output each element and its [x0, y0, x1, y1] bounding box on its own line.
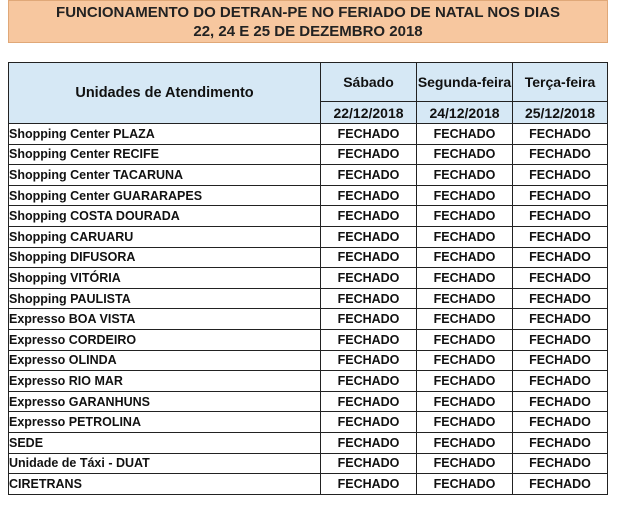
- table-row: [9, 247, 608, 268]
- status-cell: FECHADO: [513, 371, 608, 392]
- day-header-tuesday: [513, 63, 608, 102]
- unit-name-cell: Shopping PAULISTA: [9, 288, 321, 309]
- table-row: [9, 412, 608, 433]
- status-cell: FECHADO: [321, 288, 417, 309]
- status-cell: FECHADO: [417, 268, 513, 289]
- unit-name-cell: Expresso BOA VISTA: [9, 309, 321, 330]
- status-cell: FECHADO: [417, 226, 513, 247]
- status-cell: FECHADO: [513, 144, 608, 165]
- status-cell: FECHADO: [321, 350, 417, 371]
- status-cell: FECHADO: [417, 165, 513, 186]
- unit-name-cell: Expresso PETROLINA: [9, 412, 321, 433]
- status-cell: FECHADO: [513, 165, 608, 186]
- status-cell: FECHADO: [417, 309, 513, 330]
- status-cell: FECHADO: [321, 247, 417, 268]
- unit-name-cell: Expresso OLINDA: [9, 350, 321, 371]
- table-row: [9, 371, 608, 392]
- status-cell: FECHADO: [417, 474, 513, 495]
- table-row: [9, 268, 608, 289]
- date-header-saturday: 22/12/2018: [321, 102, 417, 124]
- unit-name-cell: Unidade de Táxi - DUAT: [9, 453, 321, 474]
- status-cell: FECHADO: [417, 185, 513, 206]
- status-cell: FECHADO: [417, 288, 513, 309]
- status-cell: FECHADO: [513, 309, 608, 330]
- day-header-tuesday-text: Terça-feira: [524, 73, 596, 90]
- status-cell: FECHADO: [417, 412, 513, 433]
- date-header-monday: 24/12/2018: [417, 102, 513, 124]
- status-cell: FECHADO: [513, 206, 608, 227]
- status-cell: FECHADO: [417, 124, 513, 145]
- status-cell: FECHADO: [417, 391, 513, 412]
- table-row: [9, 453, 608, 474]
- unit-name-cell: Expresso RIO MAR: [9, 371, 321, 392]
- status-cell: FECHADO: [513, 226, 608, 247]
- status-cell: FECHADO: [417, 329, 513, 350]
- status-cell: FECHADO: [513, 412, 608, 433]
- title-line-2: 22, 24 E 25 DE DEZEMBRO 2018: [193, 23, 423, 40]
- day-header-monday-text: Segunda-feira: [417, 73, 512, 90]
- status-cell: FECHADO: [321, 206, 417, 227]
- unit-name-cell: Shopping CARUARU: [9, 226, 321, 247]
- status-cell: FECHADO: [513, 185, 608, 206]
- status-cell: FECHADO: [321, 185, 417, 206]
- status-cell: FECHADO: [321, 268, 417, 289]
- unit-name-cell: CIRETRANS: [9, 474, 321, 495]
- status-cell: FECHADO: [417, 144, 513, 165]
- table-row: [9, 165, 608, 186]
- status-cell: FECHADO: [513, 329, 608, 350]
- status-cell: FECHADO: [513, 474, 608, 495]
- unit-name-cell: Shopping Center RECIFE: [9, 144, 321, 165]
- status-cell: FECHADO: [513, 288, 608, 309]
- status-cell: FECHADO: [513, 268, 608, 289]
- status-cell: FECHADO: [417, 350, 513, 371]
- table-row: [9, 226, 608, 247]
- day-header-monday: [417, 63, 513, 102]
- status-cell: FECHADO: [321, 309, 417, 330]
- table-row: [9, 144, 608, 165]
- table-row: [9, 185, 608, 206]
- status-cell: FECHADO: [417, 432, 513, 453]
- unit-name-cell: Shopping Center TACARUNA: [9, 165, 321, 186]
- status-cell: FECHADO: [417, 453, 513, 474]
- status-cell: FECHADO: [513, 350, 608, 371]
- table-row: [9, 350, 608, 371]
- status-cell: FECHADO: [513, 432, 608, 453]
- title-line-1: FUNCIONAMENTO DO DETRAN-PE NO FERIADO DE NATAL NOS DIAS: [56, 4, 560, 21]
- title-banner: [8, 0, 608, 43]
- status-cell: FECHADO: [321, 391, 417, 412]
- table-row: [9, 391, 608, 412]
- unit-name-cell: Expresso GARANHUNS: [9, 391, 321, 412]
- table-row: [9, 474, 608, 495]
- status-cell: FECHADO: [513, 453, 608, 474]
- unit-name-cell: Shopping DIFUSORA: [9, 247, 321, 268]
- status-cell: FECHADO: [513, 391, 608, 412]
- date-header-tuesday: 25/12/2018: [513, 102, 608, 124]
- status-cell: FECHADO: [513, 124, 608, 145]
- day-header-saturday: Sábado: [321, 63, 417, 102]
- unit-name-cell: Shopping Center GUARARAPES: [9, 185, 321, 206]
- unit-name-cell: Shopping VITÓRIA: [9, 268, 321, 289]
- unit-column-header: Unidades de Atendimento: [9, 63, 321, 124]
- table-row: [9, 309, 608, 330]
- status-cell: FECHADO: [321, 329, 417, 350]
- status-cell: FECHADO: [321, 432, 417, 453]
- status-cell: FECHADO: [321, 144, 417, 165]
- status-cell: FECHADO: [321, 474, 417, 495]
- unit-name-cell: Shopping Center PLAZA: [9, 124, 321, 145]
- unit-name-cell: SEDE: [9, 432, 321, 453]
- unit-name-cell: Expresso CORDEIRO: [9, 329, 321, 350]
- table-row: [9, 432, 608, 453]
- status-cell: FECHADO: [321, 226, 417, 247]
- status-cell: FECHADO: [321, 371, 417, 392]
- status-cell: FECHADO: [417, 206, 513, 227]
- status-cell: FECHADO: [417, 371, 513, 392]
- status-cell: FECHADO: [321, 453, 417, 474]
- status-cell: FECHADO: [417, 247, 513, 268]
- table-row: [9, 288, 608, 309]
- table-body: [9, 124, 608, 495]
- schedule-table: [8, 62, 608, 495]
- table-row: [9, 206, 608, 227]
- status-cell: FECHADO: [321, 124, 417, 145]
- status-cell: FECHADO: [321, 412, 417, 433]
- status-cell: FECHADO: [321, 165, 417, 186]
- table-row: [9, 124, 608, 145]
- status-cell: FECHADO: [513, 247, 608, 268]
- unit-name-cell: Shopping COSTA DOURADA: [9, 206, 321, 227]
- table-row: [9, 329, 608, 350]
